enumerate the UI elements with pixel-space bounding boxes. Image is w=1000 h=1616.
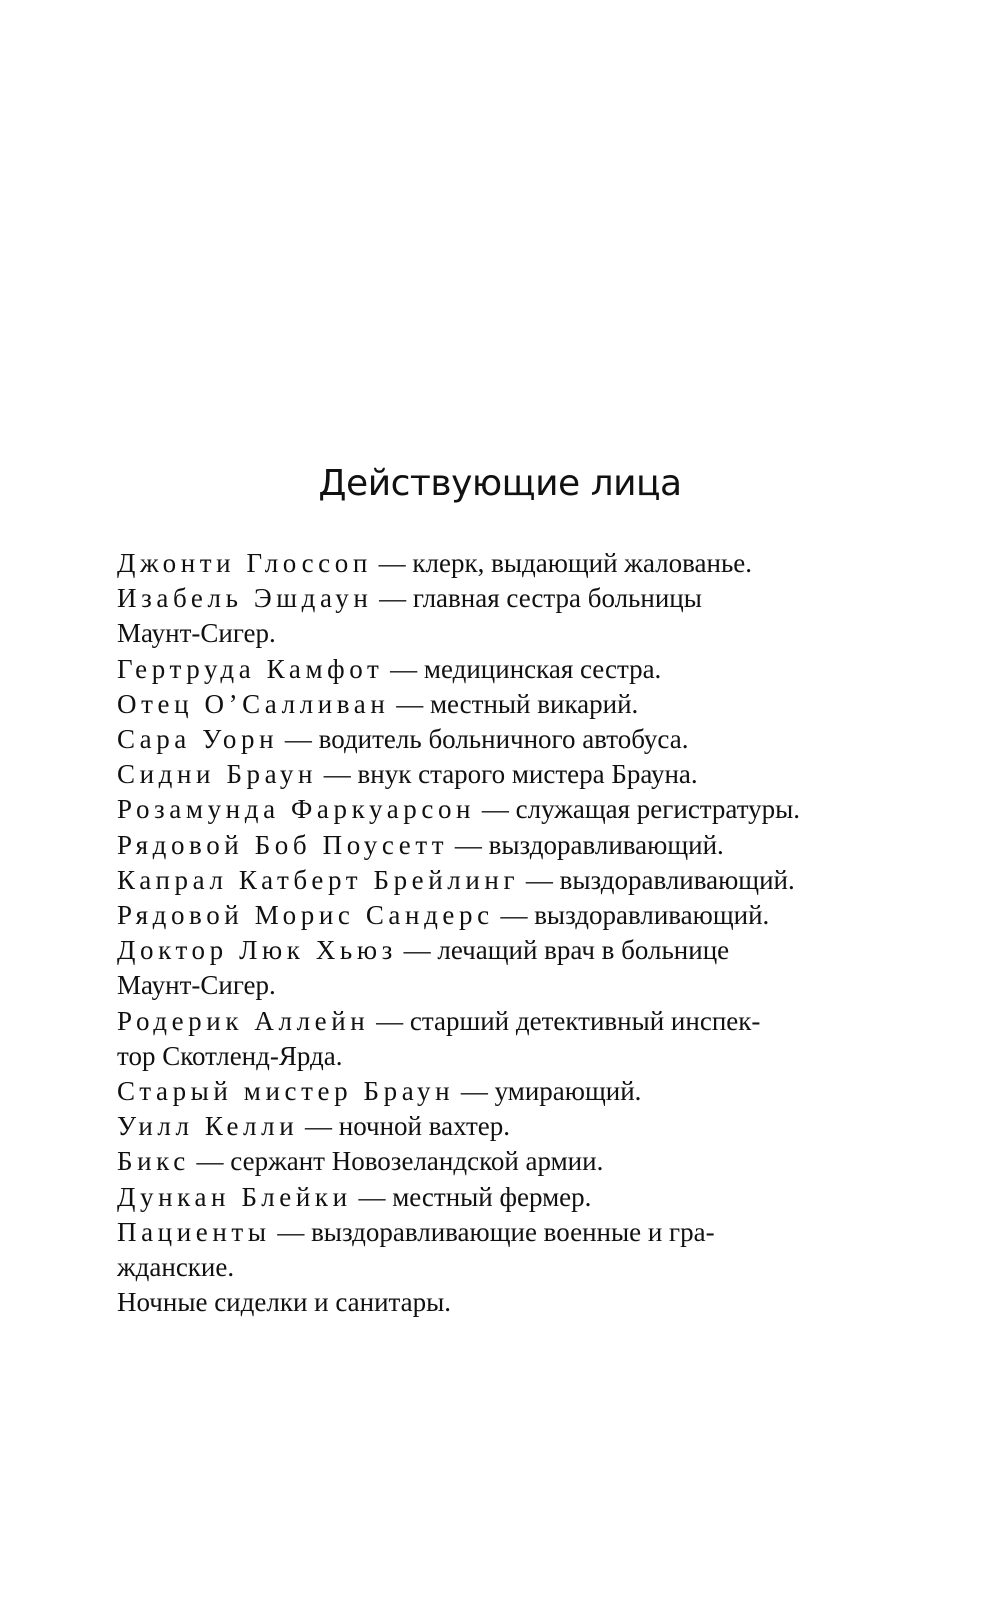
cast-entry xyxy=(117,1074,837,1109)
cast-entry xyxy=(117,1109,837,1144)
character-role: умирающий. xyxy=(494,1076,642,1107)
character-role: Ночные сиделки и санитары. xyxy=(117,1287,452,1318)
dash-separator: — xyxy=(369,1005,410,1036)
character-name: Гертруда Камфот xyxy=(117,653,384,684)
character-name: Рядовой Морис Сандерс xyxy=(117,900,494,931)
character-name: Капрал Катберт Брейлинг xyxy=(117,864,520,895)
character-role-continued: Маунт-Сигер. xyxy=(117,618,276,649)
dash-separator: — xyxy=(448,829,489,860)
character-role: медицинская сестра. xyxy=(423,653,662,684)
cast-entry xyxy=(117,933,837,1003)
character-role-continued: тор Скотленд-Ярда. xyxy=(117,1040,343,1071)
cast-entry xyxy=(117,792,837,827)
dash-separator: — xyxy=(351,1181,393,1212)
cast-entry xyxy=(117,581,837,651)
cast-entry xyxy=(117,652,837,687)
dash-separator: — xyxy=(454,1076,495,1107)
character-name: Старый мистер Браун xyxy=(117,1076,455,1107)
character-name: Уилл Келли xyxy=(117,1111,299,1142)
character-name: Розамунда Фаркуарсон xyxy=(117,794,476,825)
character-name: Отец О’Салливан xyxy=(117,688,390,719)
dash-separator: — xyxy=(270,1216,312,1247)
character-role: клерк, выдающий жалованье. xyxy=(412,548,753,578)
cast-entry xyxy=(117,1144,837,1179)
dash-separator: — xyxy=(519,864,560,895)
character-role: выздоравливающий. xyxy=(488,829,724,860)
character-name: Сидни Браун xyxy=(117,759,318,790)
character-name: Сара Уорн xyxy=(117,724,279,755)
character-role: внук старого мистера Брауна. xyxy=(357,759,698,790)
dash-separator: — xyxy=(389,688,430,719)
dash-separator: — xyxy=(493,900,535,931)
dash-separator: — xyxy=(475,794,516,825)
character-role: местный викарий. xyxy=(429,688,639,719)
character-role: служащая регистратуры. xyxy=(515,794,801,825)
page-title: Действующие лица xyxy=(318,463,682,504)
character-role-continued: Маунт-Сигер. xyxy=(117,970,276,1001)
character-role: выздоравливающие военные и гра- xyxy=(311,1216,715,1247)
character-role-continued: жданские. xyxy=(117,1252,235,1283)
character-role: выздоравливающий. xyxy=(559,864,795,895)
cast-entry xyxy=(117,757,837,792)
cast-entry xyxy=(117,722,837,757)
character-role: лечащий врач в больнице xyxy=(437,935,730,966)
character-name: Бикс xyxy=(117,1146,190,1177)
character-name: Доктор Люк Хьюз xyxy=(117,935,397,966)
cast-entry xyxy=(117,1004,837,1074)
cast-list xyxy=(117,546,837,1320)
character-name: Изабель Эшдаун xyxy=(117,583,373,614)
cast-entry xyxy=(117,898,837,933)
cast-entry xyxy=(117,687,837,722)
dash-separator: — xyxy=(396,935,438,966)
dash-separator: — xyxy=(371,548,413,578)
dash-separator: — xyxy=(317,759,358,790)
character-role: старший детективный инспек- xyxy=(409,1005,761,1036)
dash-separator: — xyxy=(278,724,319,755)
cast-entry xyxy=(117,1180,837,1215)
character-role: сержант Новозеландской армии. xyxy=(230,1146,604,1177)
character-name: Пациенты xyxy=(117,1216,271,1247)
character-name: Родерик Аллейн xyxy=(117,1005,370,1036)
character-role: местный фермер. xyxy=(392,1181,592,1212)
dash-separator: — xyxy=(189,1146,231,1177)
character-role: ночной вахтер. xyxy=(338,1111,510,1142)
cast-entry xyxy=(117,828,837,863)
character-role: выздоравливающий. xyxy=(534,900,770,931)
dash-separator: — xyxy=(383,653,424,684)
character-name: Джонти Глоссоп xyxy=(117,548,372,578)
character-role: водитель больничного автобуса. xyxy=(318,724,689,755)
cast-entry xyxy=(117,863,837,898)
cast-entry xyxy=(117,1285,837,1320)
cast-entry xyxy=(117,546,837,581)
dash-separator: — xyxy=(372,583,413,614)
cast-entry xyxy=(117,1215,837,1285)
character-name: Рядовой Боб Поусетт xyxy=(117,829,449,860)
dash-separator: — xyxy=(298,1111,339,1142)
character-role: главная сестра больницы xyxy=(412,583,702,614)
character-name: Дункан Блейки xyxy=(117,1181,352,1212)
